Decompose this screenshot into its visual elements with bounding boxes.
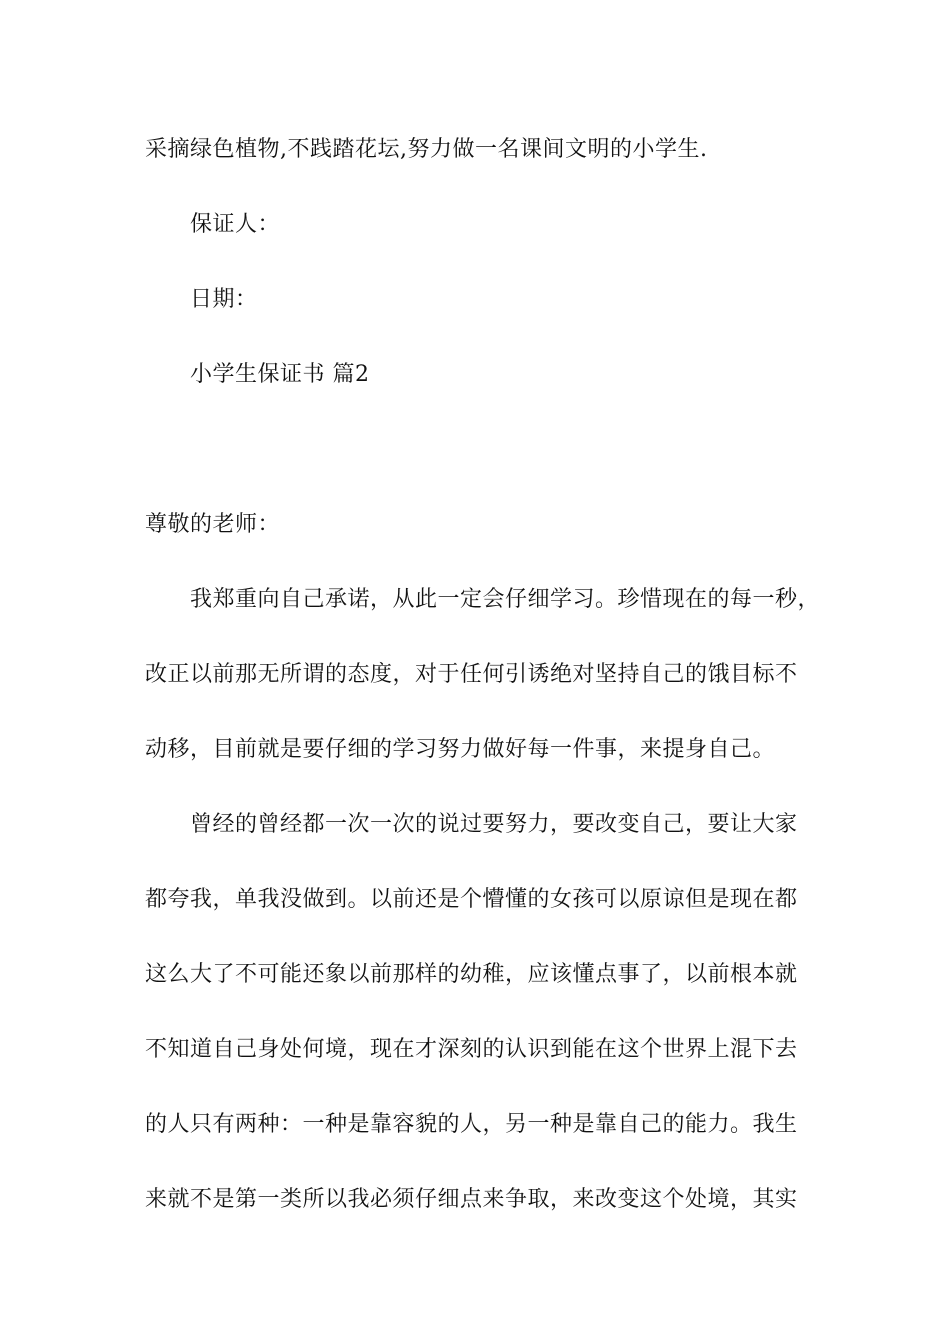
paragraph-line: 来就不是第一类所以我必须仔细点来争取，来改变这个处境，其实	[145, 1187, 798, 1212]
paragraph-line: 的人只有两种：一种是靠容貌的人，另一种是靠自己的能力。我生	[145, 1112, 798, 1137]
paragraph-line: 不知道自己身处何境，现在才深刻的认识到能在这个世界上混下去	[145, 1037, 798, 1062]
paragraph-line: 改正以前那无所谓的态度，对于任何引诱绝对坚持自己的饿目标不	[145, 662, 798, 687]
paragraph-line: 采摘绿色植物,不践踏花坛,努力做一名课间文明的小学生.	[145, 137, 708, 162]
salutation: 尊敬的老师：	[145, 512, 281, 537]
paragraph-line: 动移，目前就是要仔细的学习努力做好每一件事，来提身自己。	[145, 737, 776, 762]
date-label: 日期：	[190, 287, 258, 312]
paragraph-line: 都夸我，单我没做到。以前还是个懵懂的女孩可以原谅但是现在都	[145, 887, 798, 912]
paragraph-line: 这么大了不可能还象以前那样的幼稚，应该懂点事了，以前根本就	[145, 962, 798, 987]
section-heading: 小学生保证书 篇2	[190, 362, 370, 387]
paragraph-line: 曾经的曾经都一次一次的说过要努力，要改变自己，要让大家	[190, 812, 798, 837]
paragraph-line: 我郑重向自己承诺，从此一定会仔细学习。珍惜现在的每一秒，	[190, 587, 821, 612]
guarantor-label: 保证人：	[190, 212, 281, 237]
